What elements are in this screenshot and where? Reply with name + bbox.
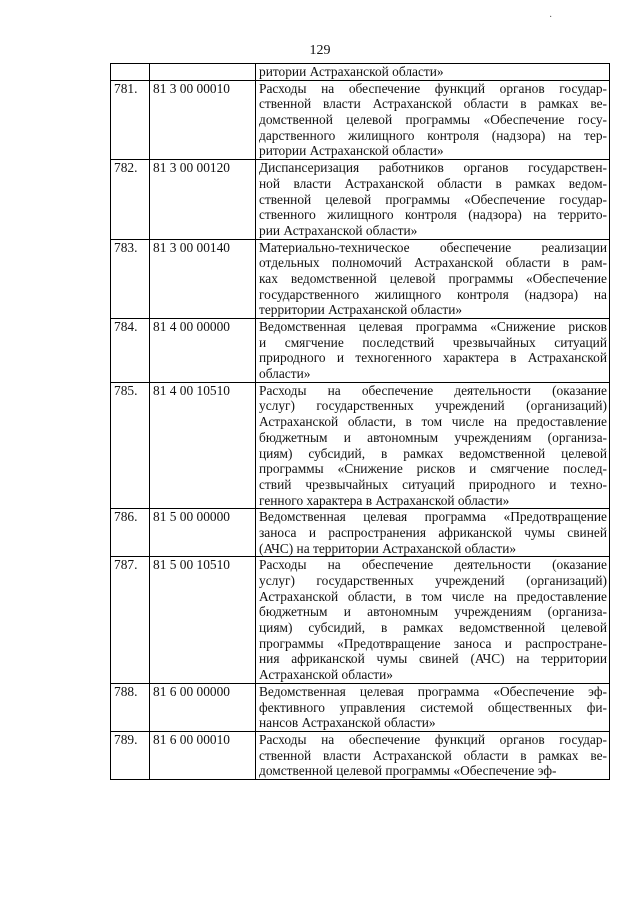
description-line: ственной власти Астраханской области в рамках ве- [259, 747, 607, 763]
description-line: программы «Снижение рисков и смягчение послед- [259, 461, 607, 477]
description-line: Астраханской области, в том числе на предоставление [259, 588, 607, 604]
description-line: циям) субсидий, в рамках ведомственной целевой [259, 620, 607, 636]
row-number: 785. [111, 382, 150, 509]
table-row [111, 557, 610, 684]
row-number: 783. [111, 239, 150, 318]
table-row [111, 382, 610, 509]
description-line: ках ведомственной целевой программы «Обеспечение [259, 270, 607, 286]
row-description [256, 160, 610, 239]
description-line: Диспансеризация работников органов государствен- [259, 160, 607, 176]
description-line: и смягчение последствий чрезвычайных ситуаций [259, 334, 607, 350]
table-row [111, 64, 610, 81]
budget-codes-table [110, 63, 610, 780]
description-line: домственной целевой программы «Обеспечение госу- [259, 112, 607, 128]
description-line: ной власти Астраханской области в рамках ведом- [259, 175, 607, 191]
description-line: территории Астраханской области» [259, 302, 463, 318]
description-line: генного характера в Астраханской области» [259, 492, 510, 508]
description-line: Ведомственная целевая программа «Снижение рисков [259, 319, 607, 334]
description-line: Ведомственная целевая программа «Обеспечение эф- [259, 683, 607, 699]
description-line: Расходы на обеспечение функций органов государ- [259, 731, 607, 747]
budget-code: 81 3 00 00120 [150, 160, 256, 239]
table-row [111, 160, 610, 239]
corner-mark: · [549, 12, 553, 23]
description-line: ственного жилищного контроля (надзора) на террито- [259, 207, 607, 223]
row-number: 786. [111, 509, 150, 557]
row-number [111, 64, 150, 81]
budget-code: 81 6 00 00000 [150, 683, 256, 731]
budget-code: 81 5 00 10510 [150, 557, 256, 684]
table-row [111, 683, 610, 731]
table-row [111, 80, 610, 159]
description-line: Ведомственная целевая программа «Предотвращение [259, 509, 607, 525]
row-description [256, 239, 610, 318]
row-number: 789. [111, 731, 150, 779]
description-line: Астраханской области» [259, 667, 393, 683]
description-line: дарственного жилищного контроля (надзора) на тер- [259, 127, 607, 143]
description-line: ритории Астраханской области» [259, 143, 444, 159]
description-line: Расходы на обеспечение деятельности (оказание [259, 382, 607, 398]
description-line: отдельных полномочий Астраханской области в рам- [259, 255, 607, 271]
description-line: государственного жилищного контроля (надзора) на [259, 286, 607, 302]
description-line: Материально-техническое обеспечение реализации [259, 239, 607, 255]
row-description [256, 64, 610, 81]
row-number: 787. [111, 557, 150, 684]
page-number: 129 [309, 43, 331, 58]
description-line: заноса и распространения африканской чумы свиней [259, 524, 607, 540]
description-line: программы «Предотвращение заноса и распростране- [259, 635, 607, 651]
description-line: (АЧС) на территории Астраханской области» [259, 540, 517, 556]
row-description [256, 509, 610, 557]
description-line: Расходы на обеспечение деятельности (оказание [259, 557, 607, 573]
description-line: нансов Астраханской области» [259, 715, 436, 731]
budget-code [150, 64, 256, 81]
row-number: 788. [111, 683, 150, 731]
description-line: рии Астраханской области» [259, 222, 418, 238]
budget-code: 81 4 00 10510 [150, 382, 256, 509]
row-description [256, 80, 610, 159]
row-number: 784. [111, 319, 150, 383]
row-description [256, 683, 610, 731]
description-line: циям) субсидий, в рамках ведомственной целевой [259, 445, 607, 461]
row-number: 782. [111, 160, 150, 239]
row-number: 781. [111, 80, 150, 159]
table-row [111, 509, 610, 557]
description-line: фективного управления системой общественных фи- [259, 699, 607, 715]
description-line: Расходы на обеспечение функций органов государ- [259, 80, 607, 96]
budget-code: 81 5 00 00000 [150, 509, 256, 557]
description-line: бюджетным и автономным учреждениям (организа- [259, 429, 607, 445]
row-description [256, 382, 610, 509]
table-row [111, 319, 610, 383]
description-line: бюджетным и автономным учреждениям (организа- [259, 604, 607, 620]
table-body [111, 64, 610, 780]
description-line: услуг) государственных учреждений (организаций) [259, 573, 607, 588]
row-description [256, 731, 610, 779]
budget-code: 81 4 00 00000 [150, 319, 256, 383]
description-line: области» [259, 366, 311, 382]
description-line: домственной целевой программы «Обеспечение эф- [259, 763, 557, 779]
row-description [256, 557, 610, 684]
row-description [256, 319, 610, 383]
description-line: ственной целевой программы «Обеспечение государ- [259, 191, 607, 207]
description-line: ритории Астраханской области» [259, 64, 444, 79]
budget-code: 81 3 00 00140 [150, 239, 256, 318]
table-row [111, 731, 610, 779]
description-line: Астраханской области, в том числе на предоставление [259, 414, 607, 430]
budget-code: 81 6 00 00010 [150, 731, 256, 779]
description-line: ствий чрезвычайных ситуаций природного и техно- [259, 476, 607, 492]
description-line: ственной власти Астраханской области в рамках ве- [259, 96, 607, 112]
description-line: природного и техногенного характера в Астраханской [259, 350, 607, 366]
budget-code: 81 3 00 00010 [150, 80, 256, 159]
description-line: ния африканской чумы свиней (АЧС) на территории [259, 651, 607, 667]
table-row [111, 239, 610, 318]
description-line: услуг) государственных учреждений (организаций) [259, 398, 607, 414]
